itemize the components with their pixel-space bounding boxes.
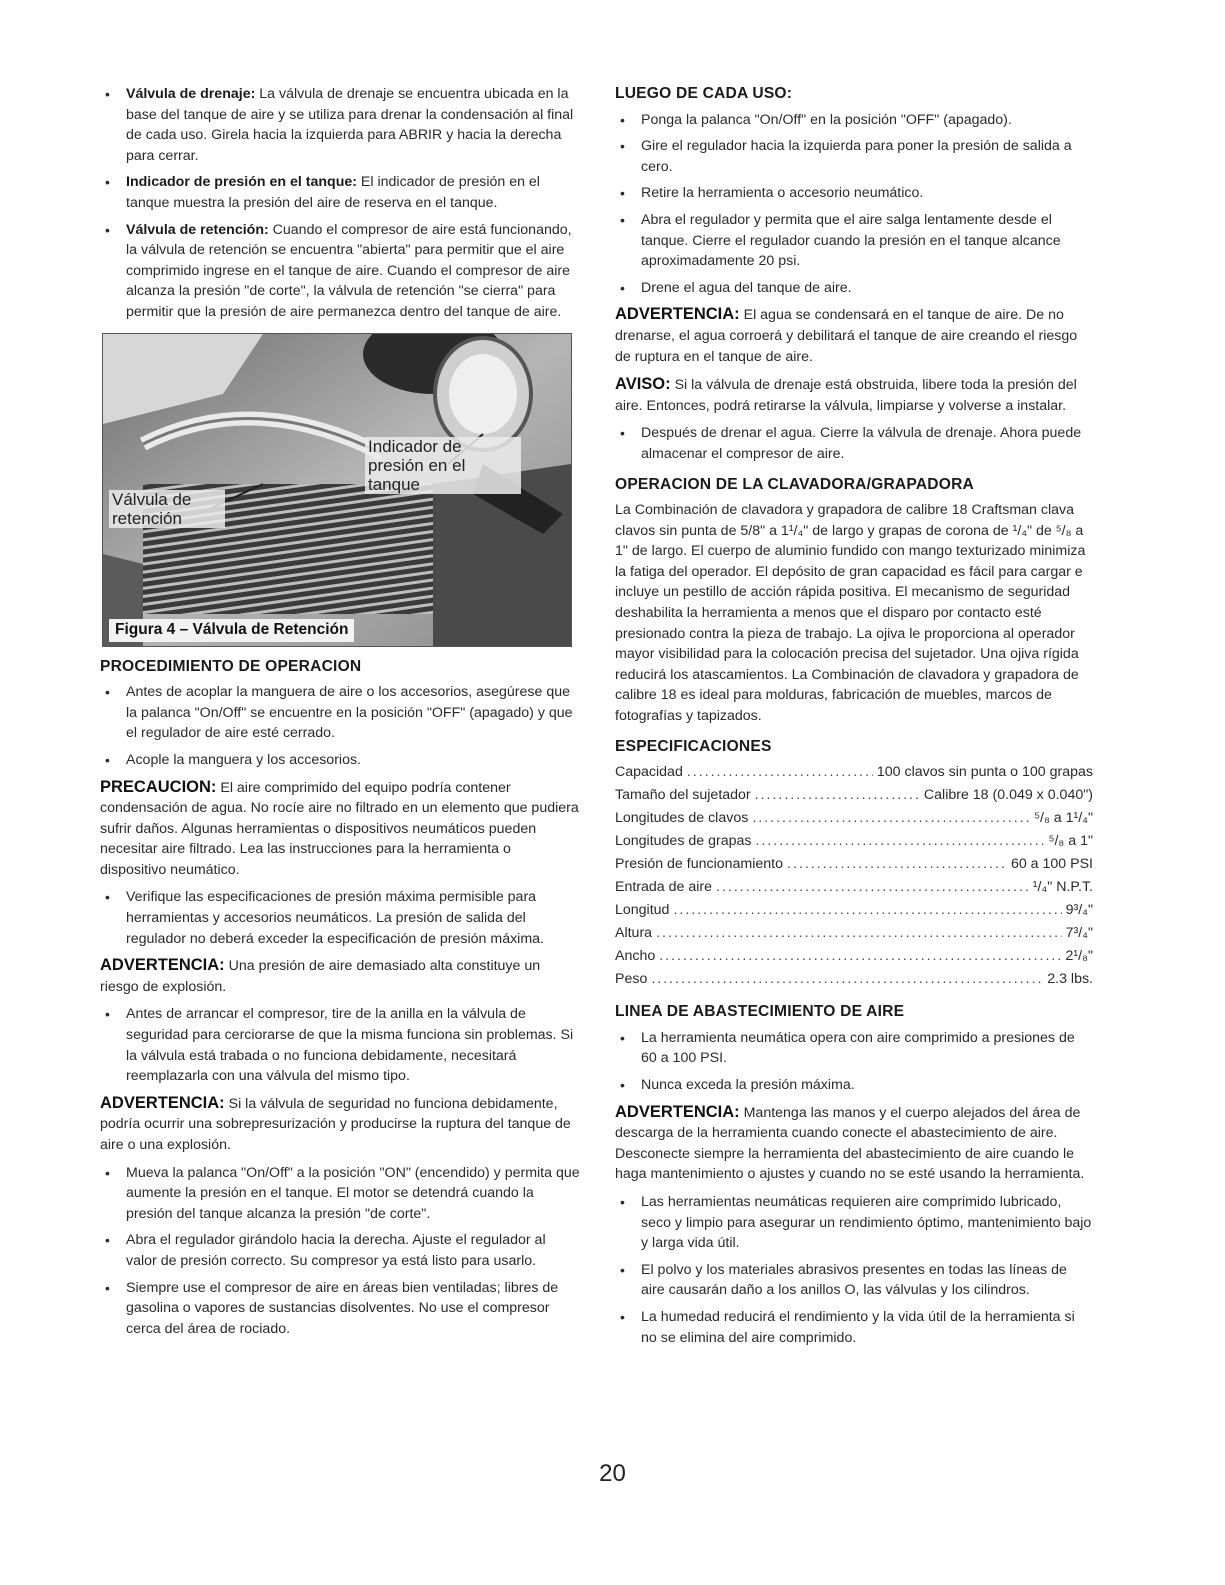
spec-value: 60 a 100 PSI: [1010, 856, 1093, 873]
list-item: • Abra el regulador girándolo hacia la derecha. Ajuste el regulador al valor de presión correcto. Su compresor ya está listo para usarlo.: [100, 1230, 580, 1271]
dot-leader: [687, 762, 873, 783]
dot-leader: [716, 877, 1029, 898]
list-item: • Ponga la palanca "On/Off" en la posición "OFF" (apagado).: [615, 110, 1093, 131]
procedure-list: [100, 682, 580, 770]
list-item: • Drene el agua del tanque de aire.: [615, 278, 1093, 299]
list-item: • Antes de arrancar el compresor, tire de la anilla en la válvula de seguridad para cerciorarse de que la misma funciona sin problemas. Si la válvula está trabada o no funciona debidamente, necesitará reemplazarla con una válvula del mismo tipo.: [100, 1004, 580, 1086]
list-item: • La herramienta neumática opera con aire comprimido a presiones de 60 a 100 PSI.: [615, 1028, 1093, 1069]
specifications-table: [615, 762, 1093, 992]
list-item: • Antes de acoplar la manguera de aire o los accesorios, asegúrese que la palanca "On/Off" se encuentre en la posición "OFF" (apagado) y que el regulador de aire esté cerrado.: [100, 682, 580, 744]
section-heading-operacion: OPERACION DE LA CLAVADORA/GRAPADORA: [615, 475, 975, 493]
callout-pressure-gauge: Indicador de presión en el tanque: [365, 437, 521, 494]
list-item: • El polvo y los materiales abrasivos presentes en todas las líneas de aire causarán daño a los anillos O, las válvulas y los cilindros.: [615, 1260, 1093, 1301]
spec-label: Longitudes de clavos: [615, 810, 749, 827]
list-item: • Válvula de drenaje: La válvula de drenaje se encuentra ubicada en la base del tanque de aire y se utiliza para drenar la condensación al final de cada uso. Girela hacia la izquierda para ABRIR y hacia la derecha para cerrar.: [100, 84, 580, 166]
spec-value: ¹/₄" N.P.T.: [1032, 879, 1093, 896]
figure-check-valve: [102, 333, 572, 647]
spec-label: Altura: [615, 925, 653, 942]
spec-label: Peso: [615, 971, 648, 988]
list-item: • Después de drenar el agua. Cierre la válvula de drenaje. Ahora puede almacenar el compresor de aire.: [615, 423, 1093, 464]
callout-check-valve: Válvula de retención: [109, 490, 225, 528]
section-heading-linea: LINEA DE ABASTECIMIENTO DE AIRE: [615, 1003, 905, 1021]
dot-leader: [752, 808, 1030, 829]
spec-label: Presión de funcionamiento: [615, 856, 783, 873]
page-number: 20: [599, 1460, 626, 1487]
spec-row: [615, 808, 1093, 831]
figure-caption: Figura 4 – Válvula de Retención: [109, 619, 354, 642]
spec-row: [615, 831, 1093, 854]
spec-value: 7³/₄": [1065, 925, 1093, 942]
spec-row: [615, 877, 1093, 900]
list-item: • Abra el regulador y permita que el aire salga lentamente desde el tanque. Cierre el regulador cuando la presión en el tanque alcance aproximadamente 20 psi.: [615, 210, 1093, 272]
air-supply-list: [615, 1028, 1093, 1096]
procedure-list-2: [100, 887, 580, 949]
dot-leader: [787, 854, 1007, 875]
warning-paragraph: ADVERTENCIA: Si la válvula de seguridad no funciona debidamente, podría ocurrir una sobrepresurización y producirse la ruptura del tanque de aire o una explosión.: [100, 1093, 571, 1153]
procedure-list-4: [100, 1163, 580, 1340]
warning-paragraph: ADVERTENCIA: Mantenga las manos y el cuerpo alejados del área de descarga de la herramienta cuando conecte el abastecimiento de aire. Desconecte siempre la herramienta del abastecimiento de aire cuando le haga mantenimiento o ajustes y cuando no se esté usando la herramienta.: [615, 1102, 1085, 1183]
list-item: • Siempre use el compresor de aire en áreas bien ventiladas; libres de gasolina o vapores de sustancias disolventes. No use el compresor cerca del área de rociado.: [100, 1278, 580, 1340]
procedure-list-3: [100, 1004, 580, 1086]
left-column: [100, 84, 580, 1345]
spec-row: [615, 854, 1093, 877]
dot-leader: [755, 831, 1044, 852]
warning-paragraph: ADVERTENCIA: Una presión de aire demasiado alta constituye un riesgo de explosión.: [100, 956, 541, 995]
spec-row: [615, 762, 1093, 785]
spec-value: Calibre 18 (0.049 x 0.040"): [923, 787, 1093, 804]
list-item: • Nunca exceda la presión máxima.: [615, 1075, 1093, 1096]
spec-value: 2¹/₈": [1065, 948, 1093, 965]
spec-label: Longitud: [615, 902, 670, 919]
section-heading-especificaciones: ESPECIFICACIONES: [615, 737, 772, 755]
spec-label: Capacidad: [615, 764, 683, 781]
dot-leader: [656, 923, 1062, 944]
warning-paragraph: ADVERTENCIA: El agua se condensará en el tanque de aire. De no drenarse, el agua corroerá y debilitará el tanque de aire creando el riesgo de ruptura en el tanque de aire.: [615, 305, 1078, 365]
list-item: • Retire la herramienta o accesorio neumático.: [615, 183, 1093, 204]
section-heading-procedimiento: PROCEDIMIENTO DE OPERACION: [100, 657, 362, 675]
spec-value: 100 clavos sin punta o 100 grapas: [876, 764, 1093, 781]
air-supply-list-2: [615, 1192, 1093, 1348]
spec-value: 2.3 lbs.: [1047, 971, 1093, 988]
dot-leader: [673, 900, 1061, 921]
section-heading-luego: LUEGO DE CADA USO:: [615, 85, 793, 102]
dot-leader: [659, 946, 1061, 967]
spec-label: Longitudes de grapas: [615, 833, 752, 850]
list-item: • Gire el regulador hacia la izquierda para poner la presión de salida a cero.: [615, 136, 1093, 177]
list-item: • Las herramientas neumáticas requieren aire comprimido lubricado, seco y limpio para asegurar un rendimiento óptimo, mantenimiento bajo y larga vida útil.: [615, 1192, 1093, 1254]
spec-row: [615, 785, 1093, 808]
spec-row: [615, 900, 1093, 923]
right-column: [615, 84, 1093, 1354]
notice-paragraph: AVISO: Si la válvula de drenaje está obstruida, libere toda la presión del aire. Entonces, podrá retirarse la válvula, limpiarse y volverse a instalar.: [615, 375, 1077, 414]
component-list: [100, 84, 580, 323]
list-item: • Válvula de retención: Cuando el compresor de aire está funcionando, la válvula de retención se encuentra "abierta" para permitir que el aire comprimido ingrese en el tanque de aire. Cuando el compresor de aire alcanza la presión "de corte", la válvula de retención "se cierra" para permitir que la presión de aire permanezca dentro del tanque de aire.: [100, 220, 580, 323]
dot-leader: [651, 969, 1043, 990]
spec-label: Tamaño del sujetador: [615, 787, 751, 804]
spec-label: Ancho: [615, 948, 656, 965]
dot-leader: [755, 785, 920, 806]
spec-row: [615, 969, 1093, 992]
spec-row: [615, 923, 1093, 946]
list-item: • La humedad reducirá el rendimiento y la vida útil de la herramienta si no se elimina del aire comprimido.: [615, 1307, 1093, 1348]
spec-label: Entrada de aire: [615, 879, 713, 896]
notice-list: [615, 423, 1093, 464]
list-item: • Verifique las especificaciones de presión máxima permisible para herramientas y accesorios neumáticos. La presión de salida del regulador no deberá exceder la especificación de presión máxima.: [100, 887, 580, 949]
after-use-list: [615, 110, 1093, 299]
caution-paragraph: PRECAUCION: El aire comprimido del equipo podría contener condensación de agua. No rocíe aire no filtrado en un elemento que pudiera sufrir daños. Algunas herramientas o dispositivos neumáticos pueden necesitar aire filtrado. Lea las instrucciones para la herramienta o dispositivo neumático.: [100, 777, 579, 878]
spec-row: [615, 946, 1093, 969]
list-item: • Mueva la palanca "On/Off" a la posición "ON" (encendido) y permita que aumente la presión en el tanque. El motor se detendrá cuando la presión del tanque alcanza la presión "de corte".: [100, 1163, 580, 1225]
spec-value: ⁵/₈ a 1¹/₄": [1034, 810, 1093, 827]
spec-value: ⁵/₈ a 1": [1048, 833, 1093, 850]
list-item: • Acople la manguera y los accesorios.: [100, 750, 580, 771]
spec-value: 9³/₄": [1065, 902, 1093, 919]
operation-paragraph: La Combinación de clavadora y grapadora de calibre 18 Craftsman clava clavos sin punta de 5/8" a 1¹/₄" de largo y grapas de corona de ¹/₄" de ⁵/₈ a 1" de largo. El cuerpo de aluminio fundido con mango texturizado minimiza la fatiga del operador. El depósito de gran capacidad es fácil para cargar e incluye un pestillo de acción rápida positiva. El mecanismo de seguridad deshabilita la herramienta a menos que el disparo por contacto esté presionado contra la pieza de trabajo. La ojiva le proporciona al operador mayor visibilidad para la colocación precisa del sujetador. Una ojiva rígida reducirá los atascamientos. La Combinación de clavadora y grapadora de calibre 18 es ideal para molduras, fabricación de muebles, marcos de fotografías y tapizados.: [615, 502, 1086, 725]
list-item: • Indicador de presión en el tanque: El indicador de presión en el tanque muestra la presión del aire de reserva en el tanque.: [100, 172, 580, 213]
